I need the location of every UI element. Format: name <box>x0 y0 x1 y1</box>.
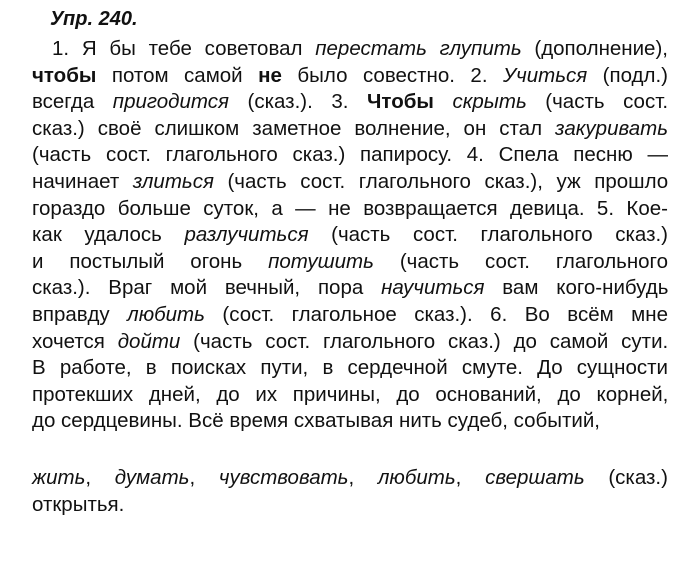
paragraph-main <box>32 36 668 435</box>
text-run: (сост. глагольное сказ.). 6. Во всём мне <box>204 302 668 326</box>
text-line <box>32 465 668 492</box>
text-run: до сердцевины. Всё время схватывая нить судеб, событий, <box>32 409 600 433</box>
text-line <box>32 275 668 302</box>
text-run: , <box>348 465 378 489</box>
text-run: начинает <box>32 169 133 193</box>
text-run: всегда <box>32 90 113 114</box>
text-run: сказ.). Враг мой вечный, пора <box>32 276 382 300</box>
text-run: В работе, в поисках пути, в сердечной смуте. До сущности <box>32 356 668 380</box>
italic-term: свершать <box>485 465 585 489</box>
exercise-body <box>32 36 668 518</box>
text-run: как удалось <box>32 223 185 247</box>
text-line <box>32 63 668 90</box>
text-line <box>32 382 668 409</box>
text-run: было совестно. 2. <box>281 63 504 87</box>
text-run: гораздо больше суток, а — не возвращается девица. 5. Кое- <box>32 196 668 220</box>
text-run: , <box>189 465 219 489</box>
italic-term: злиться <box>132 169 214 193</box>
italic-term: разлучиться <box>184 223 309 247</box>
italic-term: жить <box>32 465 86 489</box>
italic-term: скрыть <box>452 90 527 114</box>
text-run: сказ.) своё слишком заметное волнение, он стал <box>32 116 556 140</box>
text-line <box>32 169 668 196</box>
text-line <box>32 302 668 329</box>
paragraph-gap <box>32 435 668 465</box>
paragraph-ending <box>32 465 668 518</box>
text-run: (часть сост. глагольного сказ.) <box>308 223 668 247</box>
bold-word: чтобы <box>32 63 97 87</box>
text-line <box>32 222 668 249</box>
italic-term: закуривать <box>555 116 668 140</box>
italic-term: научиться <box>381 276 485 300</box>
text-run: протекших дней, до их причины, до оснований, до корней, <box>32 382 669 406</box>
italic-term: дойти <box>117 329 181 353</box>
exercise-heading: Упр. 240. <box>50 8 138 30</box>
italic-term: Учиться <box>503 63 588 87</box>
text-line <box>32 408 668 435</box>
italic-term: любить <box>377 465 456 489</box>
text-run: потом самой <box>96 63 259 87</box>
text-run: (часть сост. глагольного сказ.) до самой сути. <box>180 329 669 353</box>
italic-term: любить <box>127 302 205 326</box>
text-line <box>32 116 668 143</box>
bold-word: не <box>258 63 282 87</box>
italic-term: пригодится <box>112 90 229 114</box>
text-line <box>32 492 668 519</box>
text-line <box>32 36 668 63</box>
italic-term: чувствовать <box>218 465 349 489</box>
text-run: 1. Я бы тебе советовал <box>52 37 316 60</box>
text-line <box>32 89 668 116</box>
text-run: (подл.) <box>587 63 669 87</box>
text-run: хочется <box>32 329 118 353</box>
italic-term: потушить <box>268 249 374 273</box>
italic-term: думать <box>114 465 190 489</box>
text-run: (часть сост. глагольного сказ.) папиросу. 4. Спела песню — <box>32 143 668 167</box>
text-run: (сказ.). 3. <box>228 90 368 114</box>
text-line <box>32 196 668 223</box>
italic-term: перестать глупить <box>315 37 522 60</box>
text-line <box>32 329 668 356</box>
text-run: (часть сост. глагольного <box>373 249 668 273</box>
text-run: , <box>85 465 115 489</box>
text-run: (часть сост. глагольного сказ.), уж прошло <box>213 169 669 193</box>
text-run <box>434 90 453 113</box>
text-run: (часть сост. <box>526 90 669 114</box>
text-run: (сказ.) <box>584 465 668 489</box>
text-run: (дополнение), <box>521 37 668 60</box>
text-run: вправду <box>32 302 128 326</box>
text-run: вам кого-нибудь <box>484 276 669 300</box>
text-line <box>32 355 668 382</box>
bold-word: Чтобы <box>367 90 434 114</box>
text-run: открытья. <box>32 492 125 516</box>
text-run: и постылый огонь <box>32 249 269 273</box>
text-line <box>32 249 668 276</box>
text-line <box>32 142 668 169</box>
text-run: , <box>455 465 486 489</box>
